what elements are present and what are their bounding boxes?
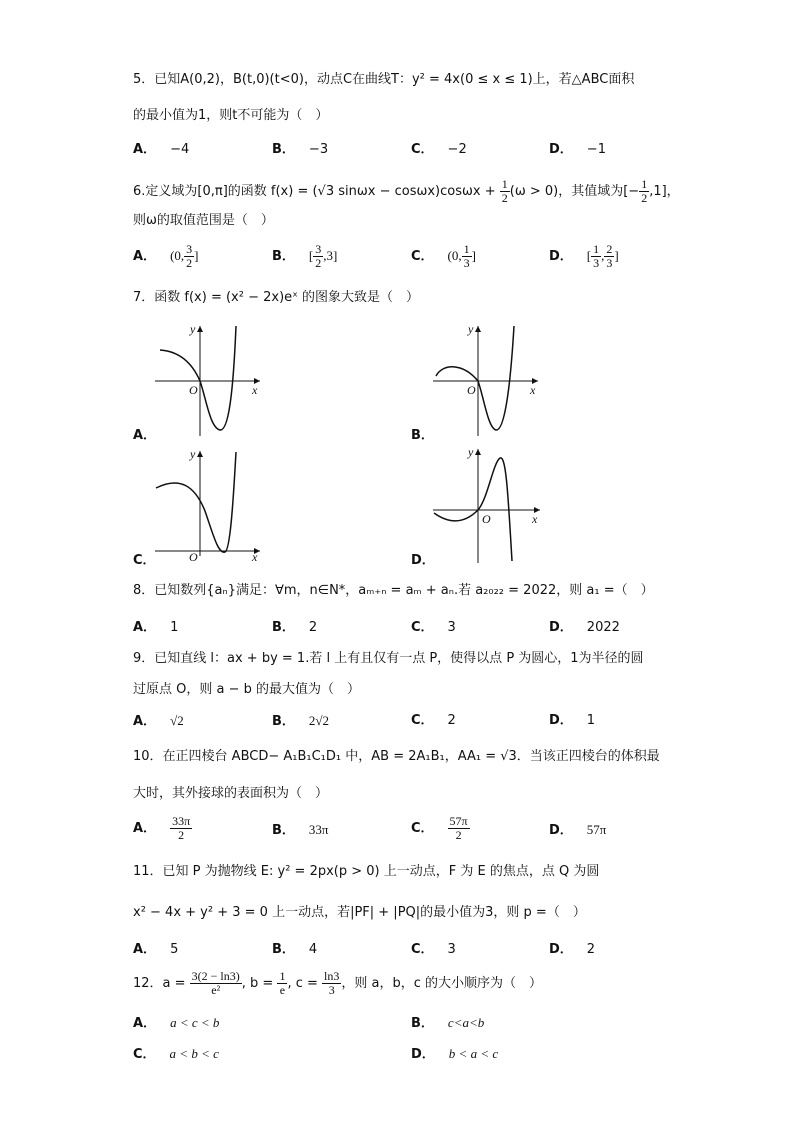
q5-option-a[interactable]: A． −4 <box>133 142 190 157</box>
q8-option-d[interactable]: D． 2022 <box>549 620 620 635</box>
q12-option-b[interactable]: B． c<a<b <box>411 1015 485 1031</box>
q7-graph-a[interactable] <box>150 318 270 443</box>
q10-option-b[interactable]: B． 33π <box>272 822 329 838</box>
q7-stem: 7．函数 f(x) = (x² − 2x)eˣ 的图象大致是（ ） <box>133 290 420 305</box>
q10-option-c[interactable]: C． $\frac{57\pi}{2}$ <box>411 814 468 842</box>
q12-option-a[interactable]: A． a < c < b <box>133 1015 220 1031</box>
graph-curve <box>160 326 236 430</box>
q7-graph-b[interactable] <box>428 318 548 443</box>
q12-a-fraction: $\frac{3(2 - \ln 3)}{\text{e²}}$ <box>191 969 240 997</box>
q9-option-d[interactable]: D． 1 <box>549 713 596 728</box>
q10-option-a[interactable]: A． $\frac{33\pi}{2}$ <box>133 814 191 842</box>
q5-option-b[interactable]: B． −3 <box>272 142 329 157</box>
q12-c-fraction: $\frac{\ln 3}{3}$ <box>324 969 340 997</box>
q7-option-d[interactable]: D． <box>411 553 435 568</box>
q8-option-b[interactable]: B． 2 <box>272 620 318 635</box>
q5-option-d[interactable]: D． −1 <box>549 142 606 157</box>
q9-option-c[interactable]: C． 2 <box>411 713 456 728</box>
q6-option-d[interactable]: D． [ $\frac{1}{3}$ , $\frac{2}{3}$ ] <box>549 242 619 270</box>
axis-label-y: y <box>468 445 474 459</box>
origin-label: O <box>482 512 491 526</box>
axis-label-x: x <box>252 383 258 397</box>
q10-option-d[interactable]: D． 57π <box>549 822 607 838</box>
q7-option-c[interactable]: C． <box>133 553 156 568</box>
q5-option-c[interactable]: C． −2 <box>411 142 467 157</box>
q10-line2: 大时，其外接球的表面积为（ ） <box>133 786 329 801</box>
q10-line1: 10．在正四棱台 ABCD− A₁B₁C₁D₁ 中，AB = 2A₁B₁，AA₁ = √3．当该正四棱台的体积最 <box>133 749 660 764</box>
q6-option-c[interactable]: C． (0, $\frac{1}{3}$ ] <box>411 242 476 270</box>
graph-curve <box>156 452 236 552</box>
q11-option-b[interactable]: B． 4 <box>272 942 318 957</box>
q12-option-c[interactable]: C． a < b < c <box>133 1046 219 1062</box>
q11-line1: 11．已知 P 为抛物线 E: y² = 2px(p > 0) 上一动点，F 为 E 的焦点，点 Q 为圆 <box>133 864 600 879</box>
q11-option-d[interactable]: D． 2 <box>549 942 596 957</box>
q11-option-c[interactable]: C． 3 <box>411 942 456 957</box>
q8-stem: 8．已知数列{aₙ}满足：∀m，n∈N*，aₘ₊ₙ = aₘ + aₙ.若 a₂₀₂₂ = 2022，则 a₁ =（ ） <box>133 583 654 598</box>
axis-label-y: y <box>468 322 474 336</box>
y-arrow-icon <box>475 449 481 455</box>
y-arrow-icon <box>197 451 203 457</box>
q8-option-c[interactable]: C． 3 <box>411 620 456 635</box>
q7-option-a[interactable]: A． <box>133 428 157 443</box>
q6-line2: 则ω的取值范围是（ ） <box>133 213 274 228</box>
q9-option-b[interactable]: B． 2√2 <box>272 713 330 729</box>
q5-line2: 的最小值为1，则t不可能为（ ） <box>133 108 329 123</box>
y-arrow-icon <box>475 326 481 332</box>
axis-label-x: x <box>530 383 536 397</box>
q12-b-fraction: $\frac{1}{e}$ <box>279 969 286 997</box>
q9-line2: 过原点 O，则 a − b 的最大值为（ ） <box>133 682 361 697</box>
q5-line1: 5．已知A(0,2)，B(t,0)(t<0)，动点C在曲线T：y² = 4x(0 ≤ x ≤ 1)上，若△ABC面积 <box>133 72 635 87</box>
origin-label: O <box>467 383 476 397</box>
q12-stem: 12．a = $\frac{3(2 - \ln 3)}{\text{e²}}$ , b = $\frac{1}{e}$ , c = $\frac{\ln 3}{3}$ ，则 a，b，c 的大小顺序为（ ） <box>133 969 543 997</box>
origin-label: O <box>189 383 198 397</box>
q6-line1: 6.定义域为[0,π]的函数 f(x) = (√3 sinωx − cosωx)cosωx + $\frac{1}{2}$ (ω > 0)，其值域为[− $\frac{1}{2}$ ,1]， <box>133 177 680 205</box>
axis-label-x: x <box>252 550 258 564</box>
origin-label: O <box>189 550 198 564</box>
q6-range-fraction: $\frac{1}{2}$ <box>641 177 648 205</box>
y-arrow-icon <box>197 326 203 332</box>
axis-label-y: y <box>190 447 196 461</box>
q8-option-a[interactable]: A． 1 <box>133 620 179 635</box>
q6-half-fraction: $\frac{1}{2}$ <box>501 177 508 205</box>
q9-option-a[interactable]: A． √2 <box>133 713 184 729</box>
q7-graph-d[interactable] <box>428 443 553 568</box>
q7-graph-c[interactable] <box>150 446 270 564</box>
axis-label-x: x <box>532 512 538 526</box>
q6-option-b[interactable]: B． [ $\frac{3}{2}$ ,3] <box>272 242 338 270</box>
graph-curve <box>434 458 512 561</box>
q7-option-b[interactable]: B． <box>411 428 434 443</box>
q11-line2: x² − 4x + y² + 3 = 0 上一动点，若|PF| + |PQ|的最小值为3，则 p =（ ） <box>133 905 586 920</box>
q6-option-a[interactable]: A． (0, $\frac{3}{2}$ ] <box>133 242 199 270</box>
q9-line1: 9．已知直线 l：ax + by = 1.若 l 上有且仅有一点 P，使得以点 P 为圆心，1为半径的圆 <box>133 651 644 666</box>
q12-option-d[interactable]: D． b < a < c <box>411 1046 499 1062</box>
axis-label-y: y <box>190 322 196 336</box>
q11-option-a[interactable]: A． 5 <box>133 942 179 957</box>
graph-curve <box>436 326 514 430</box>
